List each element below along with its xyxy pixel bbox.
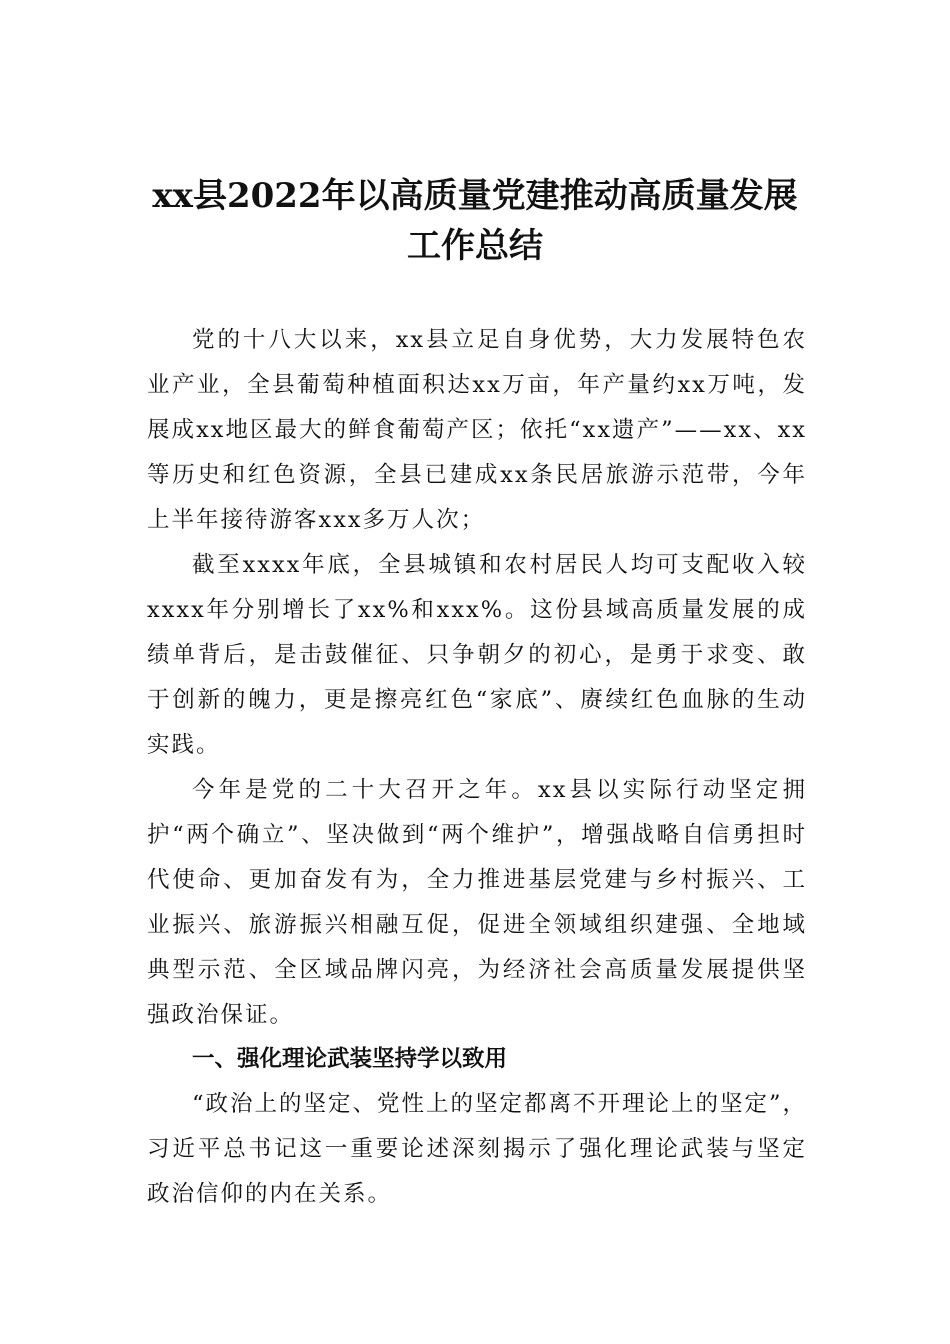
paragraph-intro: 党的十八大以来，xx县立足自身优势，大力发展特色农业产业，全县葡萄种植面积达xx万亩，年产量约xx万吨，发展成xx地区最大的鲜食葡萄产区；依托“xx遗产”——xx、xx等历史和红色资源，全县已建成xx条民居旅游示范带，今年上半年接待游客xxx多万人次； [147, 327, 807, 533]
paragraph-congress: 今年是党的二十大召开之年。xx县以实际行动坚定拥护“两个确立”、坚决做到“两个维护”，增强战略自信勇担时代使命、更加奋发有为，全力推进基层党建与乡村振兴、工业振兴、旅游振兴相融互促，促进全领域组织建强、全地域典型示范、全区域品牌闪亮，为经济社会高质量发展提供坚强政治保证。 [147, 777, 807, 1028]
paragraph-income: 截至xxxx年底，全县城镇和农村居民人均可支配收入较xxxx年分别增长了xx%和xxx%。这份县域高质量发展的成绩单背后，是击鼓催征、只争朝夕的初心，是勇于求变、敢于创新的魄力，更是擦亮红色“家底”、赓续红色血脉的生动实践。 [147, 552, 807, 758]
document-title-line-1: xx县2022年以高质量党建推动高质量发展 [152, 176, 798, 216]
section-heading: 一、强化理论武装坚持学以致用 [192, 1046, 508, 1072]
paragraph-theory: “政治上的坚定、党性上的坚定都离不开理论上的坚定”，习近平总书记这一重要论述深刻揭示了强化理论武装与坚定政治信仰的内在关系。 [147, 1091, 808, 1207]
document-title-line-2: 工作总结 [407, 226, 543, 266]
